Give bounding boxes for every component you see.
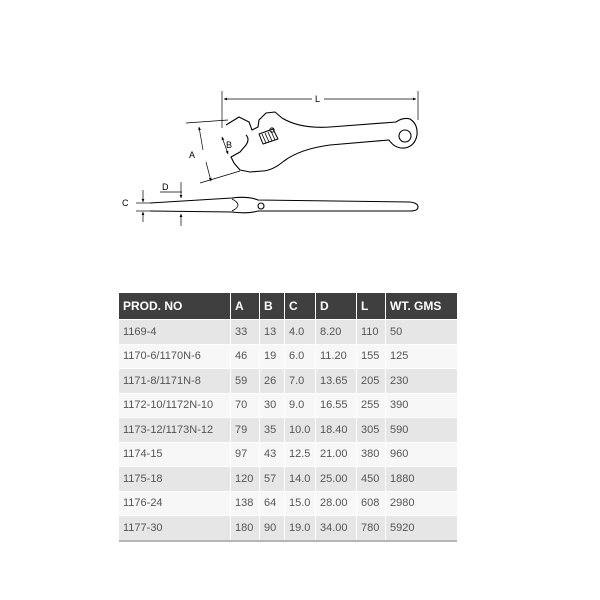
table-row: [119, 417, 457, 442]
cell-c: 12.5: [285, 442, 316, 467]
label-D: D: [162, 182, 169, 192]
cell-l: 380: [357, 442, 386, 467]
table-row: [119, 442, 457, 467]
cell-c: 14.0: [285, 466, 316, 491]
cell-a: 97: [231, 442, 260, 467]
cell-wt-gms: 5920: [386, 515, 457, 540]
header-wt-gms: WT. GMS: [386, 293, 457, 319]
movable-jaw: [231, 135, 262, 172]
cell-a: 138: [231, 491, 260, 516]
table-row: [119, 515, 457, 540]
cell-d: 16.55: [316, 393, 357, 418]
cell-b: 57: [260, 466, 285, 491]
side-pivot: [258, 203, 264, 209]
dimension-C: [136, 190, 150, 222]
wrench-top-view: [226, 112, 417, 172]
cell-wt-gms: 125: [386, 344, 457, 369]
cell-b: 30: [260, 393, 285, 418]
handle-hang-hole: [399, 130, 411, 142]
cell-wt-gms: 1880: [386, 466, 457, 491]
cell-l: 205: [357, 368, 386, 393]
cell-d: 25.00: [316, 466, 357, 491]
cell-prod-no: 1172-10/1172N-10: [119, 393, 231, 418]
cell-a: 70: [231, 393, 260, 418]
cell-b: 26: [260, 368, 285, 393]
cell-d: 11.20: [316, 344, 357, 369]
cell-a: 180: [231, 515, 260, 540]
cell-a: 46: [231, 344, 260, 369]
table-row: [119, 466, 457, 491]
cell-c: 6.0: [285, 344, 316, 369]
cell-b: 19: [260, 344, 285, 369]
cell-prod-no: 1174-15: [119, 442, 231, 467]
header-d: D: [316, 293, 357, 319]
label-A: A: [189, 150, 196, 160]
cell-prod-no: 1175-18: [119, 466, 231, 491]
wrench-spec-table: [119, 293, 457, 542]
cell-c: 9.0: [285, 393, 316, 418]
cell-c: 19.0: [285, 515, 316, 540]
header-a: A: [231, 293, 260, 319]
cell-l: 780: [357, 515, 386, 540]
cell-d: 13.65: [316, 368, 357, 393]
cell-c: 10.0: [285, 417, 316, 442]
cell-c: 15.0: [285, 491, 316, 516]
cell-wt-gms: 390: [386, 393, 457, 418]
table-header-row: [119, 293, 457, 319]
cell-b: 35: [260, 417, 285, 442]
cell-prod-no: 1173-12/1173N-12: [119, 417, 231, 442]
cell-b: 13: [260, 319, 285, 344]
wrench-handle: [262, 118, 417, 171]
label-L: L: [315, 94, 321, 104]
cell-wt-gms: 960: [386, 442, 457, 467]
cell-prod-no: 1176-24: [119, 491, 231, 516]
cell-l: 255: [357, 393, 386, 418]
cell-l: 450: [357, 466, 386, 491]
cell-prod-no: 1170-6/1170N-6: [119, 344, 231, 369]
cell-a: 79: [231, 417, 260, 442]
cell-l: 155: [357, 344, 386, 369]
table-row: [119, 319, 457, 344]
label-C: C: [122, 198, 129, 208]
table-row: [119, 344, 457, 369]
cell-wt-gms: 230: [386, 368, 457, 393]
header-l: L: [357, 293, 386, 319]
table-row: [119, 368, 457, 393]
cell-wt-gms: 590: [386, 417, 457, 442]
wrench-dimension-diagram: [0, 0, 600, 260]
cell-prod-no: 1169-4: [119, 319, 231, 344]
cell-b: 64: [260, 491, 285, 516]
cell-a: 33: [231, 319, 260, 344]
wrench-side-view: [150, 197, 418, 212]
cell-d: 28.00: [316, 491, 357, 516]
cell-a: 120: [231, 466, 260, 491]
header-b: B: [260, 293, 285, 319]
cell-wt-gms: 2980: [386, 491, 457, 516]
cell-prod-no: 1177-30: [119, 515, 231, 540]
side-profile: [150, 197, 418, 212]
header-c: C: [285, 293, 316, 319]
cell-prod-no: 1171-8/1171N-8: [119, 368, 231, 393]
cell-l: 305: [357, 417, 386, 442]
cell-b: 90: [260, 515, 285, 540]
cell-c: 7.0: [285, 368, 316, 393]
label-B: B: [226, 140, 233, 150]
cell-c: 4.0: [285, 319, 316, 344]
header-prod-no: PROD. NO: [119, 293, 231, 319]
table-row: [119, 393, 457, 418]
cell-d: 8.20: [316, 319, 357, 344]
cell-b: 43: [260, 442, 285, 467]
cell-l: 110: [357, 319, 386, 344]
table-row: [119, 491, 457, 516]
cell-wt-gms: 50: [386, 319, 457, 344]
cell-d: 34.00: [316, 515, 357, 540]
cell-a: 59: [231, 368, 260, 393]
cell-d: 21.00: [316, 442, 357, 467]
cell-l: 608: [357, 491, 386, 516]
cell-d: 18.40: [316, 417, 357, 442]
fixed-jaw: [226, 112, 282, 130]
